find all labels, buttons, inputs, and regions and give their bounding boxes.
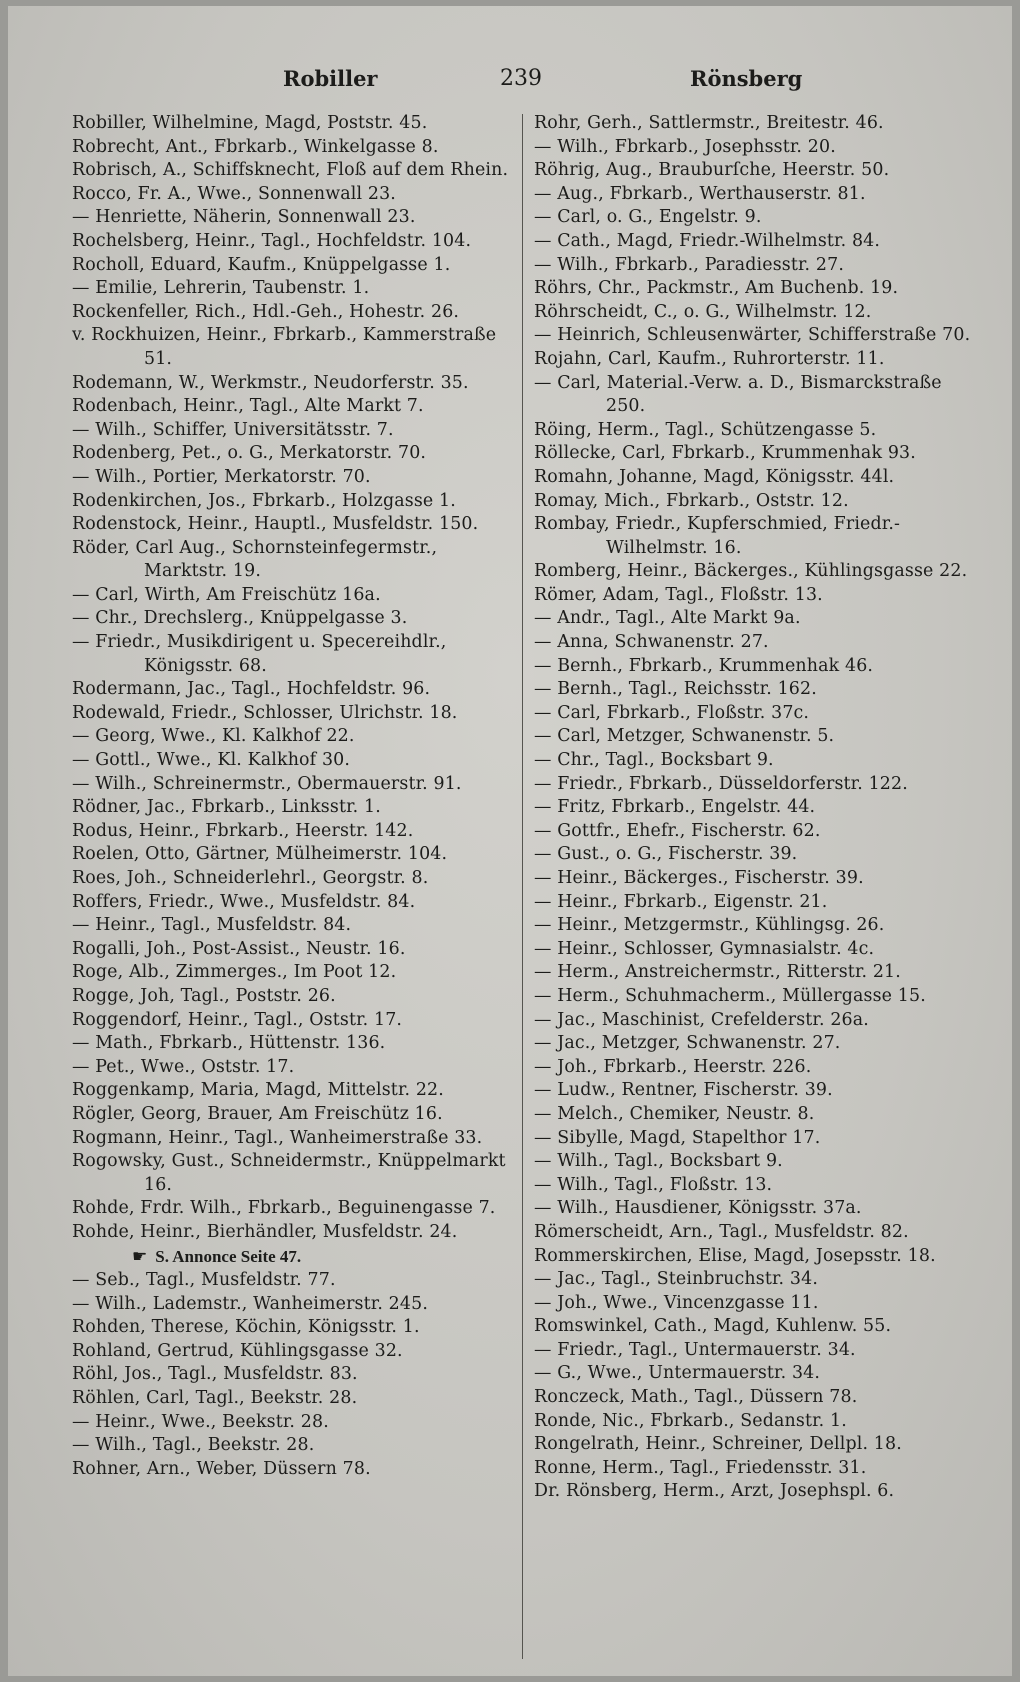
directory-entry: — Heinr., Schlosser, Gymnasialstr. 4c. [534, 938, 875, 959]
page-header [8, 60, 1012, 100]
directory-entry: Romay, Mich., Fbrkarb., Oststr. 12. [534, 490, 849, 511]
directory-entry: Roge, Alb., Zimmerges., Im Poot 12. [72, 962, 397, 983]
directory-entry: — Wilh., Hausdiener, Königsstr. 37a. [534, 1198, 862, 1219]
directory-entry: — Georg, Wwe., Kl. Kalkhof 22. [72, 726, 355, 747]
directory-entry: — Carl, Material.-Verw. a. D., Bismarckstraße 250. [534, 372, 942, 417]
directory-entry: Rodermann, Jac., Tagl., Hochfeldstr. 96. [72, 679, 431, 700]
directory-entry: Ronde, Nic., Fbrkarb., Sedanstr. 1. [534, 1410, 847, 1431]
directory-entry: — Bernh., Tagl., Reichsstr. 162. [534, 679, 817, 700]
directory-entry: — Carl, o. G., Engelstr. 9. [534, 207, 762, 228]
directory-entry: Röhrig, Aug., Brauburſche, Heerstr. 50. [534, 160, 890, 181]
directory-entry: — Cath., Magd, Friedr.-Wilhelmstr. 84. [534, 230, 881, 251]
directory-entry: Romberg, Heinr., Bäckerges., Kühlingsgasse 22. [534, 561, 968, 582]
directory-entry: — Carl, Metzger, Schwanenstr. 5. [534, 726, 835, 747]
directory-entry: — Carl, Wirth, Am Freischütz 16a. [72, 584, 381, 605]
directory-entry: — Jac., Tagl., Steinbruchstr. 34. [534, 1269, 818, 1290]
directory-entry: — Gust., o. G., Fischerstr. 39. [534, 844, 798, 865]
directory-entry: — Pet., Wwe., Oststr. 17. [72, 1056, 295, 1077]
directory-entry: Rohde, Frdr. Wilh., Fbrkarb., Beguinengasse 7. [72, 1198, 496, 1219]
left-column [72, 112, 512, 1481]
directory-entry: Rodenbach, Heinr., Tagl., Alte Markt 7. [72, 396, 424, 417]
directory-entry: Rödner, Jac., Fbrkarb., Linksstr. 1. [72, 797, 381, 818]
directory-entry: — Gottfr., Ehefr., Fischerstr. 62. [534, 820, 821, 841]
directory-entry: — Herm., Schuhmacherm., Müllergasse 15. [534, 985, 926, 1006]
pointing-hand-icon: ☛ [132, 1246, 148, 1267]
directory-entry: Rodenkirchen, Jos., Fbrkarb., Holzgasse 1. [72, 490, 456, 511]
directory-entry: Dr. Rönsberg, Herm., Arzt, Josephspl. 6. [534, 1481, 895, 1502]
directory-entry: Roffers, Friedr., Wwe., Musfeldstr. 84. [72, 891, 416, 912]
directory-entry: — Melch., Chemiker, Neustr. 8. [534, 1103, 815, 1124]
directory-entry: Röhrscheidt, C., o. G., Wilhelmstr. 12. [534, 301, 872, 322]
directory-entry: Rogmann, Heinr., Tagl., Wanheimerstraße 33. [72, 1127, 483, 1148]
directory-entry: Robiller, Wilhelmine, Magd, Poststr. 45. [72, 113, 428, 133]
directory-entry: — Heinr., Metzgermstr., Kühlingsg. 26. [534, 915, 885, 936]
directory-entry: Rogge, Joh, Tagl., Poststr. 26. [72, 985, 336, 1006]
directory-entry: Röhrs, Chr., Packmstr., Am Buchenb. 19. [534, 278, 899, 299]
directory-entry: Rohland, Gertrud, Kühlingsgasse 32. [72, 1340, 403, 1361]
directory-entry: Rongelrath, Heinr., Schreiner, Dellpl. 18. [534, 1434, 902, 1455]
directory-entry: — Emilie, Lehrerin, Taubenstr. 1. [72, 278, 370, 299]
left-entry-list [72, 112, 512, 1245]
header-left-keyword: Robiller [283, 66, 378, 91]
directory-entry: — Seb., Tagl., Musfeldstr. 77. [72, 1270, 336, 1291]
directory-entry: — G., Wwe., Untermauerstr. 34. [534, 1363, 821, 1384]
directory-entry: Rohde, Heinr., Bierhändler, Musfeldstr. 24. [72, 1221, 458, 1242]
directory-entry: — Heinr., Bäckerges., Fischerstr. 39. [534, 868, 864, 888]
directory-entry: Rodewald, Friedr., Schlosser, Ulrichstr. 18. [72, 702, 458, 723]
directory-entry: — Ludw., Rentner, Fischerstr. 39. [534, 1080, 833, 1101]
directory-entry: — Wilh., Tagl., Beekstr. 28. [72, 1435, 315, 1456]
column-divider [522, 114, 523, 1659]
directory-entry: Rogalli, Joh., Post-Assist., Neustr. 16. [72, 938, 406, 959]
directory-entry: Romswinkel, Cath., Magd, Kuhlenw. 55. [534, 1316, 892, 1337]
directory-entry: Röllecke, Carl, Fbrkarb., Krummenhak 93. [534, 443, 916, 464]
directory-entry: — Wilh., Tagl., Floßstr. 13. [534, 1174, 773, 1195]
directory-entry: — Herm., Anstreichermstr., Ritterstr. 21. [534, 962, 901, 983]
directory-entry: — Heinr., Wwe., Beekstr. 28. [72, 1411, 329, 1432]
directory-entry: Rodenberg, Pet., o. G., Merkatorstr. 70. [72, 443, 427, 464]
directory-entry: Rombay, Friedr., Kupferschmied, Friedr.-Wilhelmstr. 16. [534, 514, 901, 558]
directory-entry: Rogowsky, Gust., Schneidermstr., Knüppelmarkt 16. [72, 1151, 506, 1195]
directory-entry: Rohr, Gerh., Sattlermstr., Breitestr. 46. [534, 113, 884, 133]
directory-entry: Röhl, Jos., Tagl., Musfeldstr. 83. [72, 1364, 358, 1385]
directory-entry: — Joh., Fbrkarb., Heerstr. 226. [534, 1056, 812, 1077]
right-entry-list [534, 112, 974, 1504]
directory-entry: Rocco, Fr. A., Wwe., Sonnenwall 23. [72, 183, 396, 204]
directory-entry: Rohner, Arn., Weber, Düssern 78. [72, 1458, 371, 1479]
directory-entry: — Heinr., Fbrkarb., Eigenstr. 21. [534, 891, 828, 912]
directory-entry: — Anna, Schwanenstr. 27. [534, 632, 769, 653]
directory-entry: — Wilh., Schreinermstr., Obermauerstr. 91. [72, 773, 462, 794]
directory-entry: Rommerskirchen, Elise, Magd, Josepsstr. 18. [534, 1245, 936, 1266]
directory-entry: Rögler, Georg, Brauer, Am Freischütz 16. [72, 1103, 443, 1124]
directory-entry: — Wilh., Lademstr., Wanheimerstr. 245. [72, 1293, 428, 1314]
directory-entry: — Friedr., Fbrkarb., Düsseldorferstr. 122. [534, 773, 908, 794]
directory-entry: — Bernh., Fbrkarb., Krummenhak 46. [534, 655, 874, 676]
page-number: 239 [500, 66, 542, 91]
directory-entry: — Heinr., Tagl., Musfeldstr. 84. [72, 915, 352, 936]
directory-entry: Rodus, Heinr., Fbrkarb., Heerstr. 142. [72, 820, 414, 841]
directory-entry: — Wilh., Portier, Merkatorstr. 70. [72, 466, 371, 487]
directory-entry: — Gottl., Wwe., Kl. Kalkhof 30. [72, 750, 351, 771]
directory-entry: Roelen, Otto, Gärtner, Mülheimerstr. 104. [72, 844, 448, 865]
directory-entry: — Wilh., Tagl., Bocksbart 9. [534, 1151, 783, 1172]
directory-entry: Römerscheidt, Arn., Tagl., Musfeldstr. 82. [534, 1221, 909, 1242]
annonce-text: S. Annonce Seite 47. [155, 1246, 302, 1266]
directory-entry: Rojahn, Carl, Kaufm., Ruhrorterstr. 11. [534, 348, 885, 369]
left-entry-list-after [72, 1269, 512, 1481]
directory-entry: — Heinrich, Schleusenwärter, Schifferstraße 70. [534, 325, 971, 346]
directory-entry: Röhlen, Carl, Tagl., Beekstr. 28. [72, 1388, 358, 1409]
directory-entry: — Henriette, Näherin, Sonnenwall 23. [72, 207, 416, 228]
directory-entry: — Wilh., Schiffer, Universitätsstr. 7. [72, 419, 394, 440]
directory-entry: Rocholl, Eduard, Kaufm., Knüppelgasse 1. [72, 254, 451, 275]
directory-entry: Roggenkamp, Maria, Magd, Mittelstr. 22. [72, 1080, 444, 1101]
directory-entry: — Math., Fbrkarb., Hüttenstr. 136. [72, 1033, 386, 1054]
directory-entry: — Wilh., Fbrkarb., Paradiesstr. 27. [534, 254, 845, 275]
directory-entry: Rodemann, W., Werkmstr., Neudorferstr. 35. [72, 372, 469, 393]
directory-entry: — Jac., Metzger, Schwanenstr. 27. [534, 1033, 841, 1054]
directory-entry: — Friedr., Tagl., Untermauerstr. 34. [534, 1339, 856, 1360]
directory-entry: — Sibylle, Magd, Stapelthor 17. [534, 1127, 821, 1148]
directory-entry: — Chr., Drechslerg., Knüppelgasse 3. [72, 608, 408, 629]
header-right-keyword: Rönsberg [690, 66, 803, 91]
directory-entry: Roggendorf, Heinr., Tagl., Oststr. 17. [72, 1009, 403, 1030]
annonce-note [72, 1245, 512, 1270]
directory-entry: Rohden, Therese, Köchin, Königsstr. 1. [72, 1317, 420, 1338]
directory-entry: Röing, Herm., Tagl., Schützengasse 5. [534, 419, 877, 440]
directory-entry: Robrecht, Ant., Fbrkarb., Winkelgasse 8. [72, 136, 439, 157]
directory-entry: — Wilh., Fbrkarb., Josephsstr. 20. [534, 136, 836, 157]
directory-entry: v. Rockhuizen, Heinr., Fbrkarb., Kammerstraße 51. [72, 325, 497, 369]
directory-entry: Ronne, Herm., Tagl., Friedensstr. 31. [534, 1457, 867, 1478]
directory-entry: — Carl, Fbrkarb., Floßstr. 37c. [534, 702, 810, 723]
directory-entry: — Joh., Wwe., Vincenzgasse 11. [534, 1292, 819, 1313]
directory-entry: Robrisch, A., Schiffsknecht, Floß auf dem Rhein. [72, 160, 509, 181]
directory-entry: Ronczeck, Math., Tagl., Düssern 78. [534, 1387, 858, 1408]
directory-entry: Rodenstock, Heinr., Hauptl., Musfeldstr. 150. [72, 514, 479, 535]
directory-entry: Romahn, Johanne, Magd, Königsstr. 44l. [534, 466, 895, 487]
directory-entry: — Andr., Tagl., Alte Markt 9a. [534, 608, 801, 629]
directory-entry: — Aug., Fbrkarb., Werthauserstr. 81. [534, 183, 866, 204]
directory-entry: — Chr., Tagl., Bocksbart 9. [534, 750, 774, 771]
directory-entry: Roes, Joh., Schneiderlehrl., Georgstr. 8. [72, 868, 429, 888]
directory-page [8, 6, 1012, 1676]
directory-entry: Röder, Carl Aug., Schornsteinfegermstr., Marktstr. 19. [72, 537, 438, 582]
directory-entry: Rochelsberg, Heinr., Tagl., Hochfeldstr. 104. [72, 230, 472, 251]
directory-entry: — Jac., Maschinist, Crefelderstr. 26a. [534, 1009, 869, 1030]
right-column [534, 112, 974, 1504]
directory-entry: — Friedr., Musikdirigent u. Specereihdlr., Königsstr. 68. [72, 632, 447, 676]
directory-entry: Römer, Adam, Tagl., Floßstr. 13. [534, 584, 823, 605]
directory-entry: — Fritz, Fbrkarb., Engelstr. 44. [534, 797, 816, 818]
directory-entry: Rockenfeller, Rich., Hdl.-Geh., Hohestr. 26. [72, 301, 460, 322]
